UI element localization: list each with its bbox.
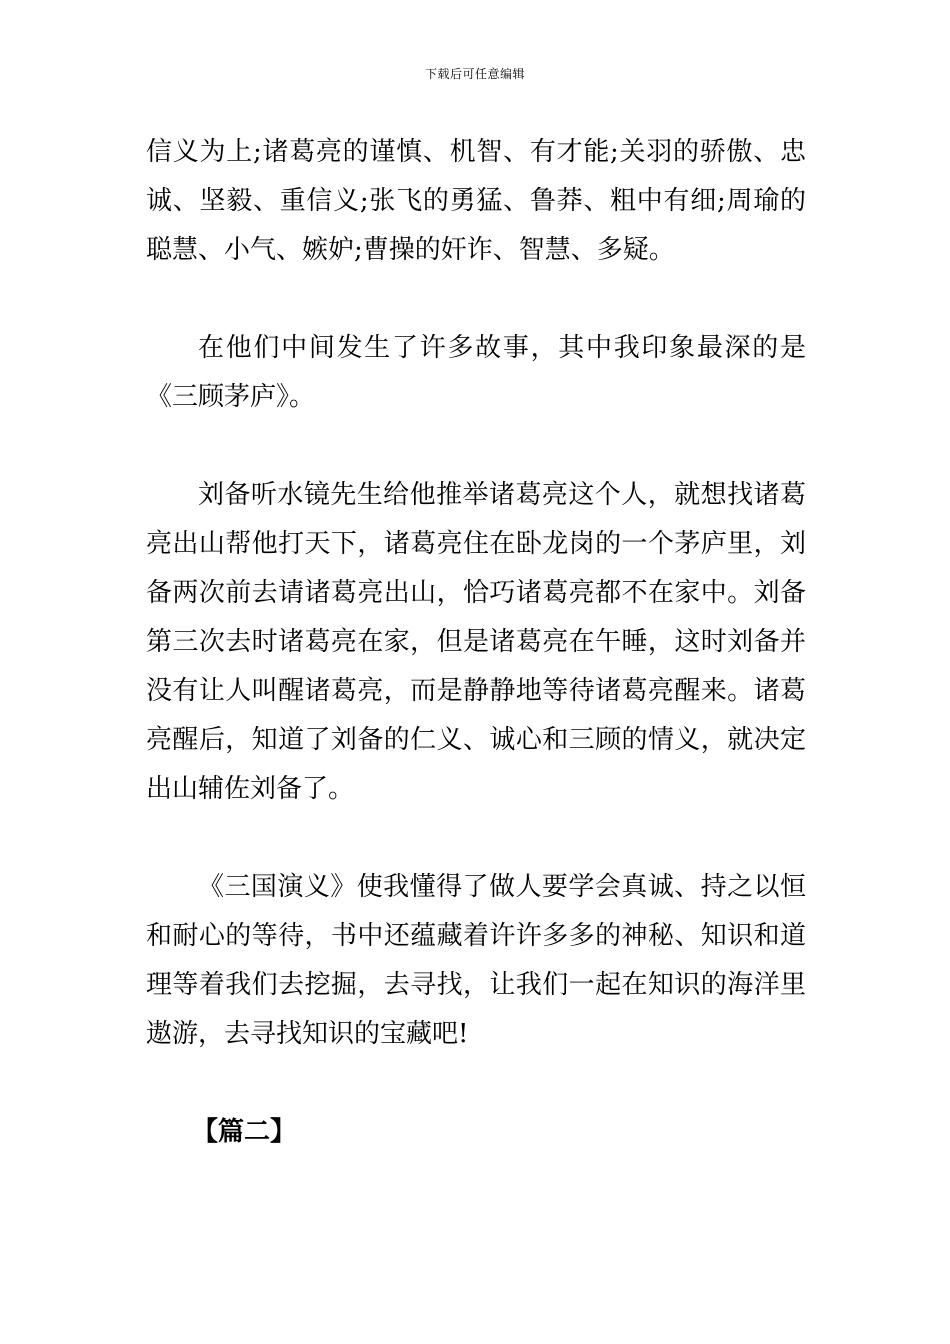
paragraph-character-traits: 信义为上;诸葛亮的谨慎、机智、有才能;关羽的骄傲、忠诚、坚毅、重信义;张飞的勇猛、鲁莽、粗中有细;周瑜的聪慧、小气、嫉妒;曹操的奸诈、智慧、多疑。 <box>146 137 806 265</box>
paragraph-favorite-story: 在他们中间发生了许多故事，其中我印象最深的是《三顾茅庐》。 <box>146 333 806 412</box>
paragraph-story-summary: 刘备听水镜先生给他推举诸葛亮这个人，就想找诸葛亮出山帮他打天下，诸葛亮住在卧龙岗的一个茅庐里，刘备两次前去请诸葛亮出山，恰巧诸葛亮都不在家中。刘备第三次去时诸葛亮在家，但是诸葛亮在午睡，这时刘备并没有让人叫醒诸葛亮，而是静静地等待诸葛亮醒来。诸葛亮醒后，知道了刘备的仁义、诚心和三顾的情义，就决定出山辅佐刘备了。 <box>146 480 806 804</box>
document-body <box>146 128 806 1157</box>
section-title: 【篇二】 <box>192 1117 297 1147</box>
page-header-note: 下载后可任意编辑 <box>424 67 525 81</box>
paragraph-conclusion: 《三国演义》使我懂得了做人要学会真诚、持之以恒和耐心的等待，书中还蕴藏着许许多多的神秘、知识和道理等着我们去挖掘，去寻找，让我们一起在知识的海洋里遨游，去寻找知识的宝藏吧! <box>146 872 806 1049</box>
